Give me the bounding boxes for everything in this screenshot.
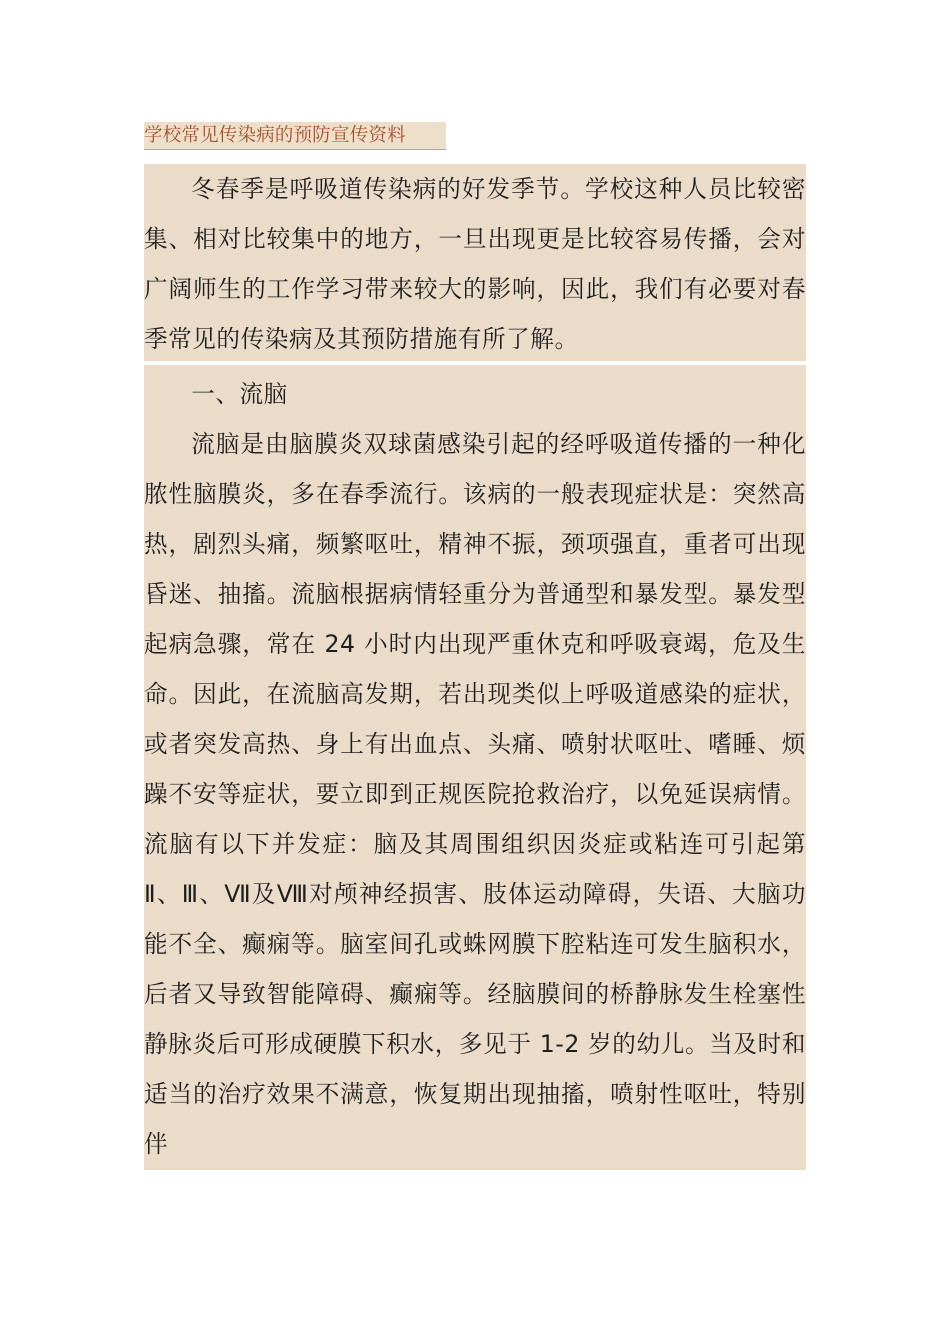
paragraph-gap-divider: [144, 361, 806, 365]
body-paragraph: 流脑是由脑膜炎双球菌感染引起的经呼吸道传播的一种化脓性脑膜炎，多在春季流行。该病的一般表现症状是：突然高热，剧烈头痛，频繁呕吐，精神不振，颈项强直，重者可出现昏迷、抽搐。流脑根据病情轻重分为普通型和暴发型。暴发型起病急骤，常在 24 小时内出现严重休克和呼吸衰竭，危及生命。因此，在流脑高发期，若出现类似上呼吸道感染的症状，或者突发高热、身上有出血点、头痛、喷射状呕吐、嗜睡、烦躁不安等症状，要立即到正规医院抢救治疗，以免延误病情。流脑有以下并发症：脑及其周围组织因炎症或粘连可引起第Ⅱ、Ⅲ、Ⅶ及Ⅷ对颅神经损害、肢体运动障碍，失语、大脑功能不全、癫痫等。脑室间孔或蛛网膜下腔粘连可发生脑积水，后者又导致智能障碍、癫痫等。经脑膜间的桥静脉发生栓塞性静脉炎后可形成硬膜下积水，多见于 1-2 岁的幼儿。当及时和适当的治疗效果不满意，恢复期出现抽搐，喷射性呕吐，特别伴: [144, 430, 806, 1158]
page-title: 学校常见传染病的预防宣传资料: [144, 122, 446, 150]
section-heading: 一、流脑: [191, 380, 288, 408]
document-body: [144, 164, 806, 1170]
intro-paragraph: 冬春季是呼吸道传染病的好发季节。学校这种人员比较密集、相对比较集中的地方，一旦出现更是比较容易传播，会对广阔师生的工作学习带来较大的影响，因此，我们有必要对春季常见的传染病及其预防措施有所了解。: [144, 175, 806, 353]
